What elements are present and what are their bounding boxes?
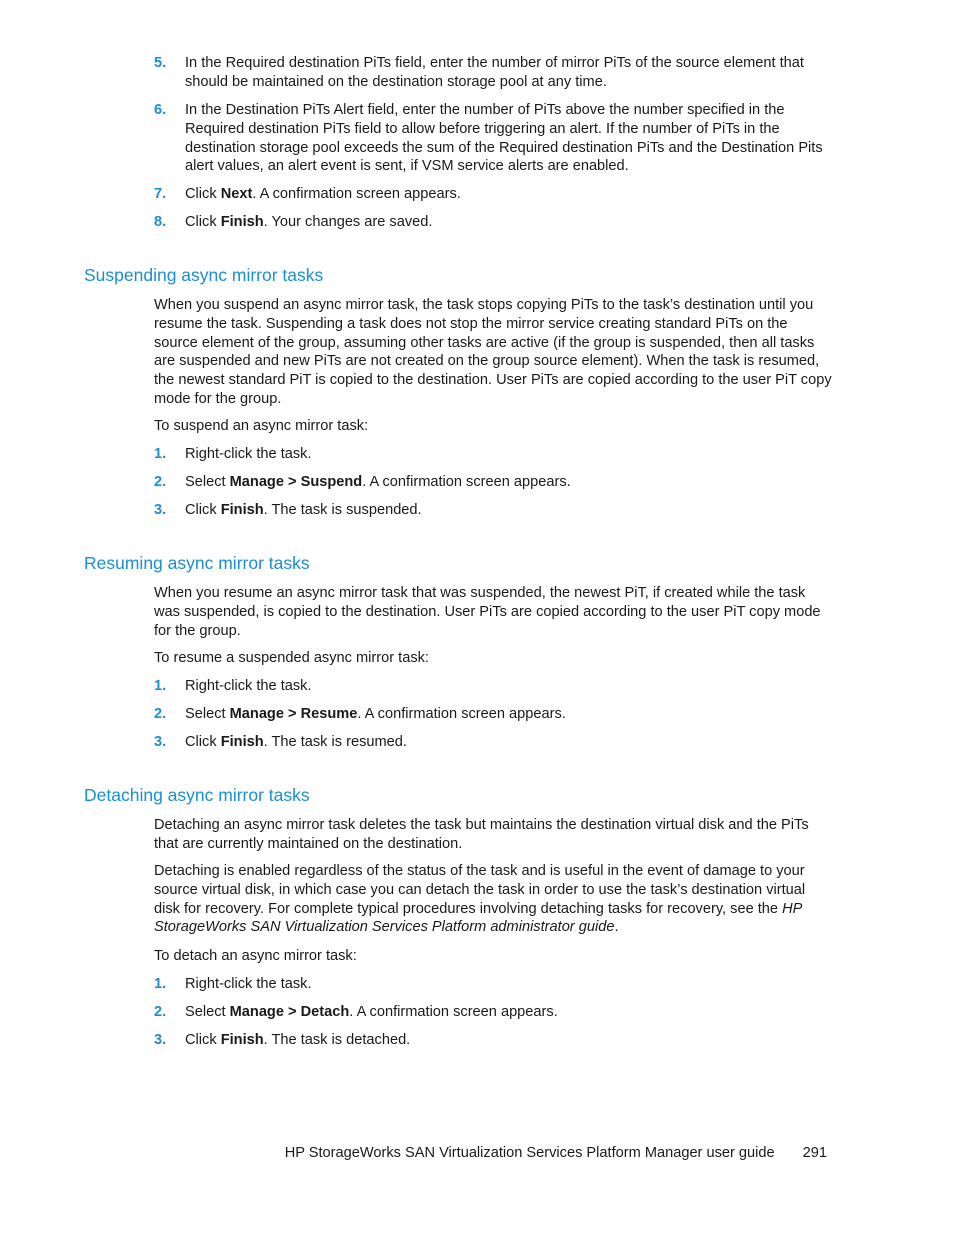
- step-text: Right-click the task.: [185, 976, 312, 992]
- step-number: 5.: [154, 55, 167, 71]
- step-number: 6.: [154, 102, 167, 118]
- step-text: Right-click the task.: [185, 678, 312, 694]
- list-item: [154, 445, 832, 464]
- ui-term: Manage > Detach: [229, 1004, 350, 1020]
- list-item: [154, 975, 832, 994]
- list-item: [154, 705, 832, 724]
- list-item: [154, 1003, 832, 1022]
- step-number: 2.: [154, 474, 167, 490]
- step-text: Select Manage > Suspend. A confirmation screen appears.: [185, 474, 571, 490]
- step-number: 1.: [154, 976, 167, 992]
- step-number: 2.: [154, 1004, 167, 1020]
- step-number: 3.: [154, 734, 167, 750]
- step-text: Click Next. A confirmation screen appears.: [185, 186, 461, 202]
- step-number: 2.: [154, 706, 167, 722]
- step-number: 3.: [154, 1032, 167, 1048]
- doc-reference: HP StorageWorks SAN Virtualization Services Platform administrator guide: [154, 900, 802, 936]
- ui-term: Finish: [220, 734, 264, 750]
- procedure-lead: To suspend an async mirror task:: [154, 418, 369, 434]
- step-text: Click Finish. The task is detached.: [185, 1032, 411, 1048]
- step-text: Click Finish. Your changes are saved.: [185, 214, 433, 230]
- step-text: Select Manage > Detach. A confirmation screen appears.: [185, 1004, 558, 1020]
- step-text: In the Required destination PiTs field, enter the number of mirror PiTs of the source element that should be maintained on the destination storage pool at any time.: [185, 55, 804, 90]
- step-number: 1.: [154, 446, 167, 462]
- list-item: [154, 213, 832, 232]
- ui-term: Finish: [220, 214, 264, 230]
- procedure-lead: To resume a suspended async mirror task:: [154, 650, 429, 666]
- list-item: [154, 501, 832, 520]
- step-text: Click Finish. The task is resumed.: [185, 734, 407, 750]
- ui-term: Finish: [220, 502, 264, 518]
- list-item: [154, 101, 832, 176]
- ui-term: Finish: [220, 1032, 264, 1048]
- section-paragraph: When you suspend an async mirror task, the task stops copying PiTs to the task’s destination until you resume the task. Suspending a task does not stop the mirror service creating standard PiTs on the source element of the group, assuming other tasks are active (if the group is suspended, then all tasks are suspended and new PiTs are not created on the group source element). When the task is resumed, the newest standard PiT is copied to the destination. User PiTs are copied according to the user PiT copy mode for the group.: [154, 297, 832, 407]
- list-item: [154, 677, 832, 696]
- procedure-lead: To detach an async mirror task:: [154, 948, 357, 964]
- section-paragraph: Detaching an async mirror task deletes the task but maintains the destination virtual disk and the PiTs that are currently maintained on the destination.: [154, 817, 809, 852]
- section-heading-resume: Resuming async mirror tasks: [84, 553, 310, 573]
- section-paragraph: When you resume an async mirror task that was suspended, the newest PiT, if created while the task was suspended, is copied to the destination. User PiTs are copied according to the user PiT copy mode for the group.: [154, 585, 821, 639]
- list-item: [154, 185, 832, 204]
- section-heading-detach: Detaching async mirror tasks: [84, 785, 310, 805]
- footer-title: HP StorageWorks SAN Virtualization Services Platform Manager user guide: [284, 1145, 775, 1161]
- section-paragraph: Detaching is enabled regardless of the status of the task and is useful in the event of damage to your source virtual disk, in which case you can detach the task in order to use the task’s destination virtual disk for recovery. For complete typical procedures involving detaching tasks for recovery, see the HP StorageWorks SAN Virtualization Services Platform administrator guide.: [154, 863, 806, 936]
- list-item: [154, 1031, 832, 1050]
- step-number: 1.: [154, 678, 167, 694]
- section-heading-suspend: Suspending async mirror tasks: [84, 265, 324, 285]
- step-text: In the Destination PiTs Alert field, enter the number of PiTs above the number specified in the Required destination PiTs field to allow before triggering an alert. If the number of PiTs in the destination storage pool exceeds the sum of the Required destination PiTs and the Destination Pits alert values, an alert event is sent, if VSM service alerts are enabled.: [185, 102, 823, 175]
- ui-term: Manage > Suspend: [229, 474, 363, 490]
- ui-term: Next: [220, 186, 253, 202]
- step-number: 3.: [154, 502, 167, 518]
- step-text: Right-click the task.: [185, 446, 312, 462]
- list-item: [154, 733, 832, 752]
- ui-term: Manage > Resume: [229, 706, 358, 722]
- page-footer: [285, 1144, 827, 1163]
- step-number: 7.: [154, 186, 167, 202]
- list-item: [154, 473, 832, 492]
- step-number: 8.: [154, 214, 167, 230]
- list-item: [154, 54, 832, 92]
- step-text: Click Finish. The task is suspended.: [185, 502, 422, 518]
- step-text: Select Manage > Resume. A confirmation screen appears.: [185, 706, 566, 722]
- page-number: 291: [802, 1145, 827, 1161]
